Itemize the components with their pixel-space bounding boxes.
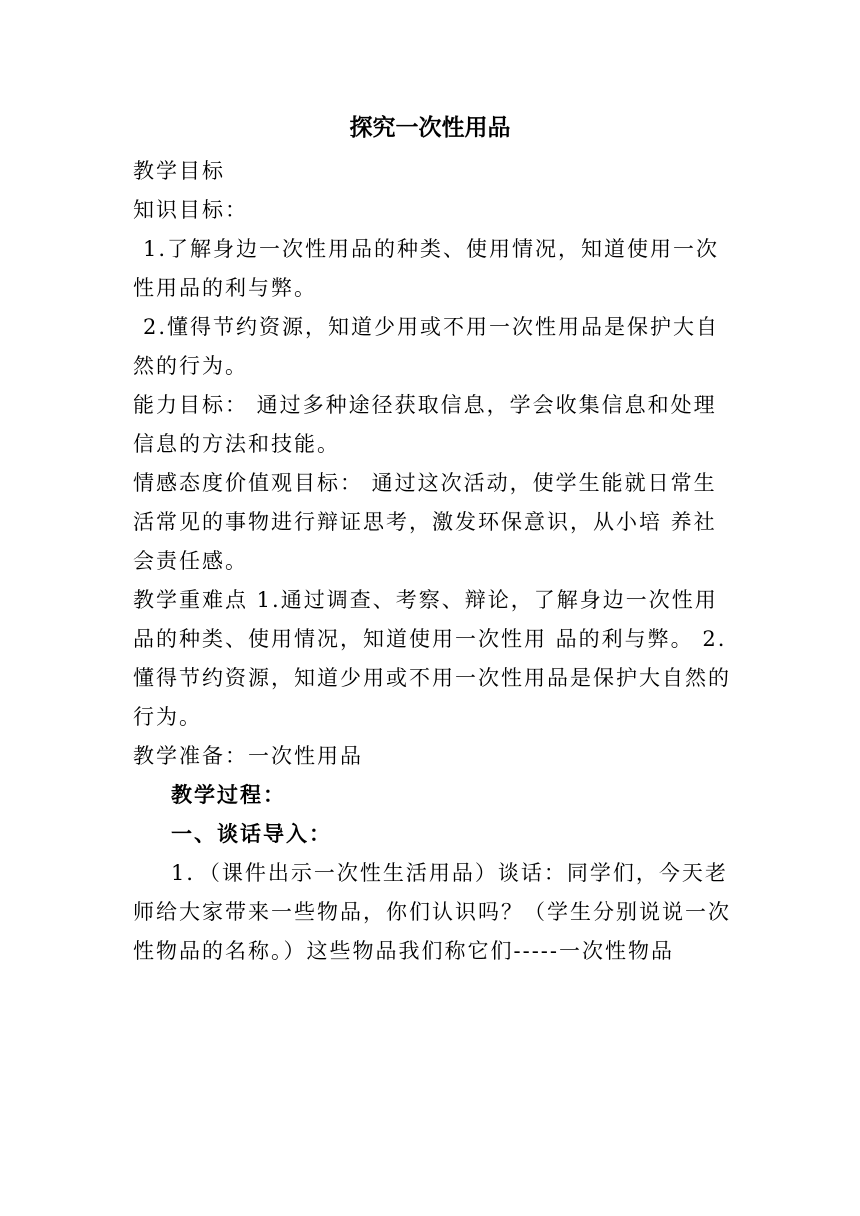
paragraph-line: 会责任感。	[133, 549, 248, 573]
paragraph-line: 行为。	[133, 705, 202, 729]
paragraph-line: 2.懂得节约资源，知道少用或不用一次性用品是保护大自	[143, 315, 720, 339]
paragraph-line: 然的行为。	[133, 354, 248, 378]
paragraph-line: 情感态度价值观目标： 通过这次活动，使学生能就日常生	[133, 471, 717, 495]
paragraph-line: 教学准备：一次性用品	[133, 744, 363, 768]
paragraph-line: 性用品的利与弊。	[133, 276, 317, 300]
paragraph-line: 懂得节约资源，知道少用或不用一次性用品是保护大自然的	[133, 666, 731, 690]
document-body	[133, 152, 731, 971]
section-heading-teaching-goals: 教学目标	[133, 159, 225, 183]
paragraph-line: 活常见的事物进行辩证思考，激发环保意识，从小培 养社	[133, 510, 717, 534]
paragraph-line: 性物品的名称。）这些物品我们称它们-----一次性物品	[133, 939, 674, 963]
paragraph-line: 教学重难点 1.通过调查、考察、辩论，了解身边一次性用	[133, 588, 718, 612]
paragraph-line: 品的种类、使用情况，知道使用一次性用 品的利与弊。 2.	[133, 627, 727, 651]
document-title: 探究一次性用品	[349, 115, 511, 141]
paragraph-line: 1.了解身边一次性用品的种类、使用情况，知道使用一次	[143, 237, 720, 261]
paragraph-line: 1．（课件出示一次性生活用品）谈话：同学们，今天老	[171, 861, 728, 885]
subheading-knowledge-goals: 知识目标：	[133, 198, 248, 222]
paragraph-line: 信息的方法和技能。	[133, 432, 340, 456]
section-heading-teaching-process: 教学过程：	[171, 783, 286, 807]
paragraph-line: 能力目标： 通过多种途径获取信息，学会收集信息和处理	[133, 393, 717, 417]
paragraph-line: 师给大家带来一些物品，你们认识吗？（学生分别说说一次	[133, 900, 731, 924]
section-heading-introduction: 一、谈话导入：	[171, 822, 332, 846]
